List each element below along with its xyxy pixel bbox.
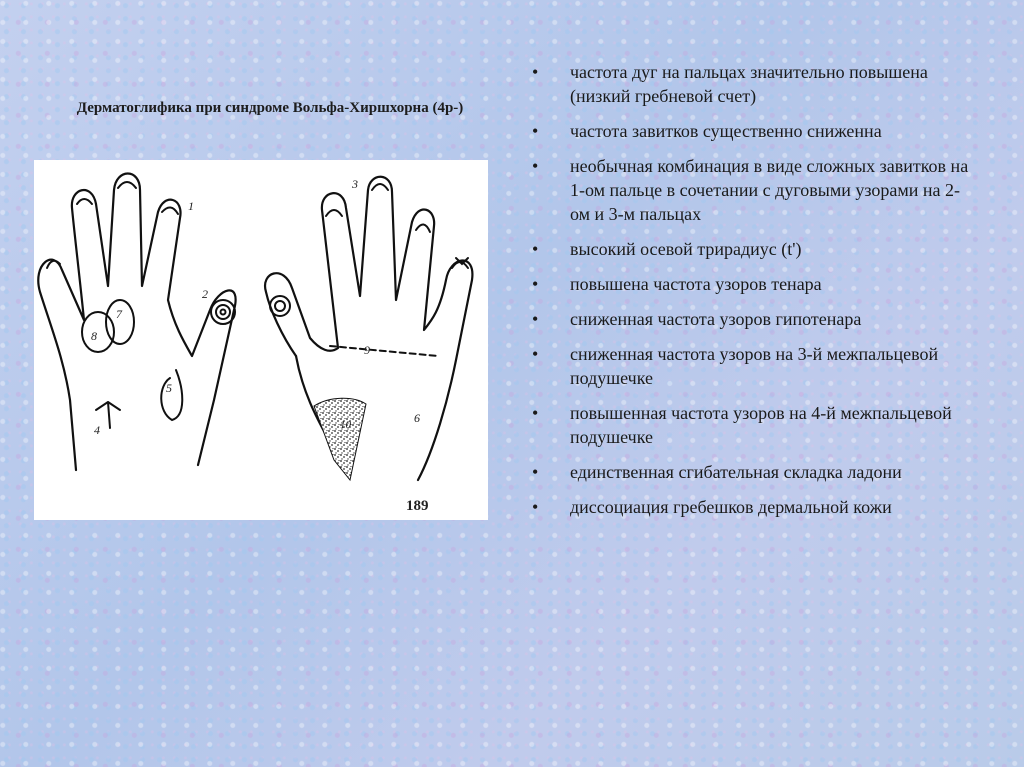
figure-label-2: 2 bbox=[202, 287, 208, 301]
bullet-marker: • bbox=[532, 239, 539, 259]
bullet-marker: • bbox=[532, 497, 539, 517]
bullet-marker: • bbox=[532, 274, 539, 294]
list-item-text: диссоциация гребешков дермальной кожи bbox=[570, 497, 892, 517]
list-item bbox=[532, 460, 972, 484]
list-item-text: частота завитков существенно сниженна bbox=[570, 121, 882, 141]
figure-label-1: 1 bbox=[188, 199, 194, 213]
bullet-marker: • bbox=[532, 462, 539, 482]
figure-label-4: 4 bbox=[94, 423, 100, 437]
list-item-text: повышенная частота узоров на 4-й межпальцевой подушечке bbox=[570, 403, 952, 447]
list-item bbox=[532, 495, 972, 519]
left-hand-outline bbox=[38, 174, 235, 471]
list-item-text: единственная сгибательная складка ладони bbox=[570, 462, 902, 482]
bullet-marker: • bbox=[532, 403, 539, 423]
right-hand-outline bbox=[265, 177, 472, 480]
list-item bbox=[532, 154, 972, 226]
figure-label-8: 8 bbox=[91, 329, 97, 343]
bullet-marker: • bbox=[532, 121, 539, 141]
list-item-text: необычная комбинация в виде сложных завитков на 1-ом пальце в сочетании с дуговыми узорами на 2-ом и 3-м пальцах bbox=[570, 156, 969, 224]
list-item bbox=[532, 401, 972, 449]
figure-label-9: 9 bbox=[364, 343, 370, 357]
slide-title: Дерматоглифика при синдроме Вольфа-Хиршхорна (4р-) bbox=[76, 100, 464, 116]
bullet-marker: • bbox=[532, 344, 539, 364]
figure-label-7: 7 bbox=[116, 307, 122, 321]
hand-dermatoglyphics-icon bbox=[34, 160, 488, 520]
list-item bbox=[532, 342, 972, 390]
figure-label-3: 3 bbox=[352, 177, 358, 191]
list-item bbox=[532, 272, 972, 296]
list-item-text: сниженная частота узоров на 3-й межпальцевой подушечке bbox=[570, 344, 939, 388]
list-item-text: частота дуг на пальцах значительно повышена (низкий гребневой счет) bbox=[570, 62, 928, 106]
list-item-text: повышена частота узоров тенара bbox=[570, 274, 822, 294]
bullet-marker: • bbox=[532, 62, 539, 82]
list-item bbox=[532, 237, 972, 261]
bullet-list bbox=[532, 60, 972, 530]
bullet-marker: • bbox=[532, 156, 539, 176]
figure-label-6: 6 bbox=[414, 411, 420, 425]
figure-caption-number: 189 bbox=[406, 498, 429, 514]
list-item bbox=[532, 119, 972, 143]
list-item bbox=[532, 60, 972, 108]
bullet-marker: • bbox=[532, 309, 539, 329]
list-item-text: сниженная частота узоров гипотенара bbox=[570, 309, 862, 329]
hand-dermatoglyphics-figure bbox=[34, 160, 488, 520]
figure-label-10: 10 bbox=[340, 419, 351, 431]
list-item-text: высокий осевой трирадиус (t') bbox=[570, 239, 802, 259]
list-item bbox=[532, 307, 972, 331]
figure-label-5: 5 bbox=[166, 381, 172, 395]
